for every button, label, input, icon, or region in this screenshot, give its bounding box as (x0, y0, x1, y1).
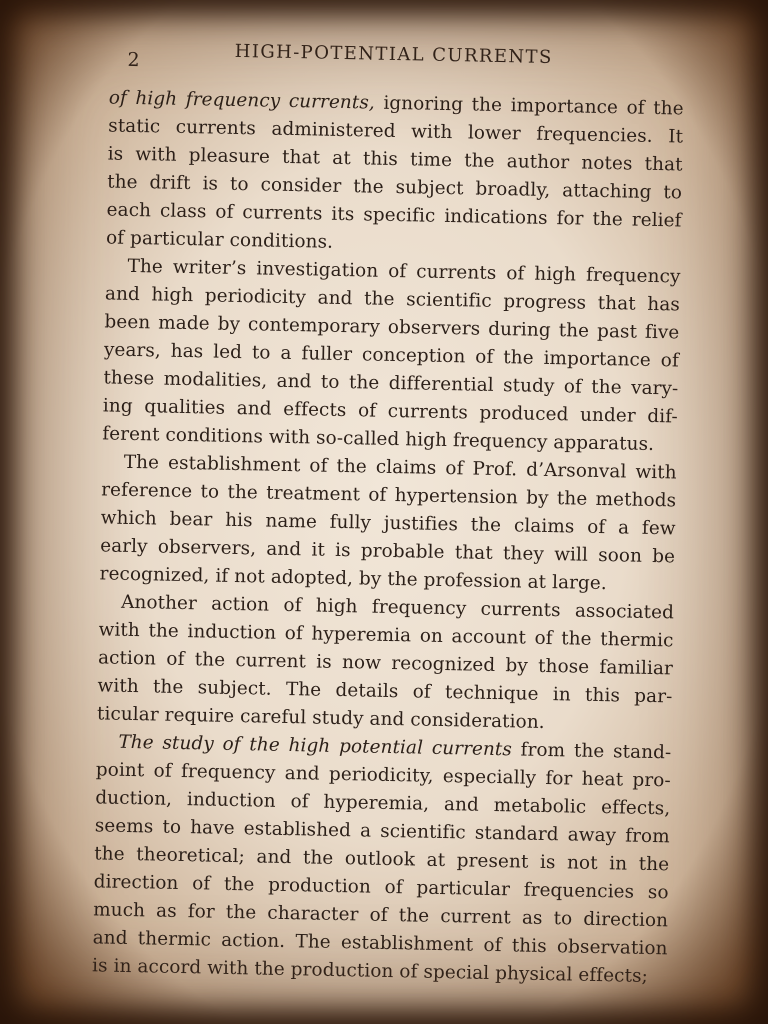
line-text: recognized, if not adopted, by the profession at large. (99, 563, 608, 595)
line-text: of particular conditions. (105, 227, 334, 253)
line-text: each class of currents its specific indications for the relief (106, 199, 682, 232)
line-text: much as for the character of the current as to direction (93, 899, 669, 932)
line-text: and high periodicity and the scientific progress that has (104, 283, 681, 316)
book-page (92, 32, 685, 1003)
line-text: direction of the production of particular frequencies so (93, 871, 669, 904)
paragraph (92, 728, 672, 991)
line-text: and thermic action. The establishment of this observation (92, 927, 668, 960)
paragraph (97, 588, 675, 739)
line-text: is with pleasure that at this time the author notes that (107, 143, 683, 176)
line-text: ignoring the importance of the (374, 92, 684, 120)
line-text: Another action of high frequency currents associated (120, 591, 675, 624)
italic-text: The study of the high potential currents (118, 731, 513, 761)
italic-text: of high frequency currents, (108, 87, 376, 114)
page-body (92, 84, 684, 991)
paragraph (106, 84, 684, 263)
running-head: HIGH-POTENTIAL CURRENTS (234, 40, 553, 68)
line-text: The writer’s investigation of currents of high frequency (127, 255, 681, 288)
line-text: the drift is to consider the subject broadly, attaching to (106, 171, 683, 204)
line-text: been made by contemporary observers during the past five (104, 311, 680, 344)
line-text: is in accord with the production of special physical effects; (91, 955, 649, 987)
line-text: early observers, and it is probable that they will soon be (99, 535, 676, 568)
line-text: from the stand- (511, 739, 672, 764)
line-text: with the induction of hyperemia on account of the thermic (98, 619, 674, 652)
line-text: seems to have established a scientific standard away from (94, 815, 670, 848)
line-text: point of frequency and periodicity, especially for heat pro- (95, 759, 671, 792)
line-text: action of the current is now recognized by those familiar (97, 647, 674, 680)
line-text: The establishment of the claims of Prof. d’Arsonval with (123, 451, 677, 484)
line-text: which bear his name fully justifies the claims of a few (100, 507, 676, 540)
line-text: with the subject. The details of technique in this par- (97, 675, 673, 708)
line-text: ferent conditions with so-called high frequency apparatus. (102, 423, 655, 455)
page-number: 2 (127, 48, 141, 72)
line-text: the theoretical; and the outlook at present is not in the (94, 843, 670, 876)
line-text: years, has led to a fuller conception of the importance of (103, 339, 680, 372)
page-header (109, 32, 685, 87)
line-text: reference to the treatment of hypertension by the methods (101, 479, 677, 512)
paragraph (99, 448, 677, 599)
line-text: static currents administered with lower frequencies. It (108, 115, 684, 148)
line-text: ticular require careful study and consideration. (96, 703, 545, 733)
line-text: ing qualities and effects of currents produced under dif- (102, 395, 678, 428)
line-text: duction, induction of hyperemia, and metabolic effects, (95, 787, 671, 820)
paragraph (102, 252, 681, 459)
line-text: these modalities, and to the differential study of the vary- (103, 367, 679, 400)
